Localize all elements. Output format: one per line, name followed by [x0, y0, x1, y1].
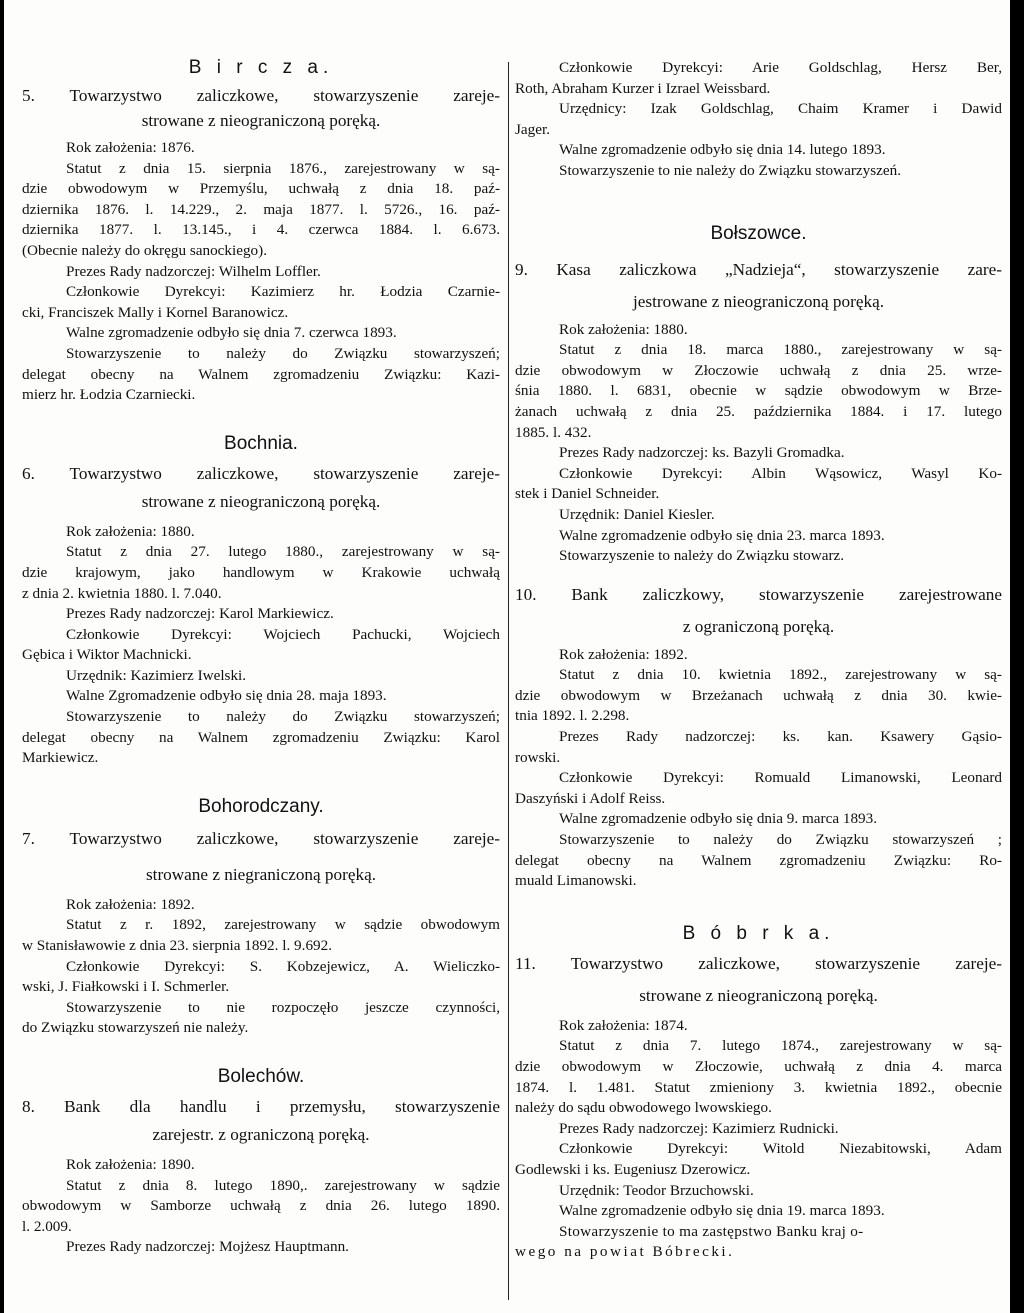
text-line: rowski.: [515, 748, 561, 766]
text-line: Walne zgromadzenie odbyło się dnia 23. marca 1893.: [559, 526, 885, 544]
text-line: dzie obwodowym w Przemyślu, uchwałą z dnia 18. paź-: [22, 180, 500, 198]
entry-title-line: 7. Towarzystwo zaliczkowe, stowarzyszenie zareje-: [22, 828, 500, 848]
entry-bolechow: [22, 1065, 500, 1258]
text-line: w Stanisławowie z dnia 23. sierpnia 1892. l. 9.692.: [22, 937, 333, 955]
text-line: Gębica i Wiktor Machnicki.: [22, 646, 192, 664]
town-heading: Bołszowce.: [710, 222, 807, 244]
text-line: Godlewski i ks. Eugeniusz Dzerowicz.: [515, 1160, 751, 1178]
text-line: 1885. l. 432.: [515, 423, 592, 441]
text-line: z dnia 2. kwietnia 1880. l. 7.040.: [22, 584, 222, 602]
text-line: l. 2.009.: [22, 1217, 72, 1235]
text-line: Prezes Rady nadzorczej: ks. kan. Ksawery Gąsio-: [559, 728, 1002, 746]
text-line: wski, J. Fiałkowski i I. Schmerler.: [22, 978, 230, 996]
text-line: Prezes Rady nadzorczej: Mojżesz Hauptmann.: [66, 1238, 349, 1256]
text-line: Walne zgromadzenie odbyło się dnia 9. marca 1893.: [559, 810, 878, 828]
text-line: obwodowym w Samborze uchwałą z dnia 26. lutego 1890.: [22, 1197, 500, 1215]
text-line: Członkowie Dyrekcyi: Albin Wąsowicz, Wasyl Ko-: [559, 464, 1002, 482]
text-line: dzie obwodowym w Brzeżanach uchwałą z dnia 30. kwie-: [515, 686, 1002, 704]
text-line: delegat obecny na Walnem zgromadzeniu Związku: Kazi-: [22, 365, 500, 383]
entry-bircza: [22, 56, 500, 406]
text-line: Członkowie Dyrekcyi: Witold Niezabitowski, Adam: [559, 1140, 1002, 1158]
text-line: Członkowie Dyrekcyi: Wojciech Pachucki, Wojciech: [66, 625, 500, 643]
entry-body: [22, 522, 500, 769]
entry-bank-10: [515, 581, 1002, 892]
text-line: Prezes Rady nadzorczej: Karol Markiewicz.: [66, 605, 334, 623]
text-line: Prezes Rady nadzorczej: ks. Bazyli Gromadka.: [559, 444, 845, 462]
entry-title-line: z ograniczoną poręką.: [682, 616, 835, 636]
entry-body: [22, 1155, 500, 1258]
entry-bobrka: [515, 922, 1002, 1263]
text-line: Stowarzyszenie to nie należy do Związku stowarzyszeń.: [559, 161, 902, 179]
right-column: [515, 56, 1002, 1263]
entry-title-line: 6. Towarzystwo zaliczkowe, stowarzyszenie zareje-: [22, 463, 500, 483]
text-line: stek i Daniel Schneider.: [515, 485, 660, 503]
text-line: Statut z dnia 27. lutego 1880., zarejestrowany w są-: [66, 543, 500, 561]
text-line: Urzędnik: Teodor Brzuchowski.: [559, 1181, 754, 1199]
text-line: tnia 1892. l. 2.298.: [515, 707, 630, 725]
text-line: Członkowie Dyrekcyi: Romuald Limanowski, Leonard: [559, 769, 1002, 787]
town-heading: B i r c z a.: [188, 57, 334, 78]
town-heading: B ó b r k a.: [682, 922, 835, 944]
text-line: Członkowie Dyrekcyi: Arie Goldschlag, Hersz Ber,: [559, 59, 1002, 76]
scan-border-right: [1010, 0, 1024, 1313]
entry-bochnia: [22, 432, 500, 769]
text-line: Daszyński i Adolf Reiss.: [515, 789, 666, 807]
entry-title-line: strowane z nieograniczoną poręką.: [141, 491, 381, 511]
text-line: muald Limanowski.: [515, 872, 637, 890]
entry-title-line: strowane z niegraniczoną poręką.: [145, 864, 376, 884]
text-line: Urzędnik: Daniel Kiesler.: [559, 505, 715, 523]
entry-title-line: jestrowane z nieograniczoną poręką.: [632, 291, 884, 311]
text-line: Walne zgromadzenie odbyło się dnia 7. czerwca 1893.: [66, 324, 397, 342]
text-line: Roth, Abraham Kurzer i Izrael Weissbard.: [515, 79, 771, 97]
text-line: Jager.: [515, 120, 551, 138]
text-line: cki, Franciszek Mally i Kornel Baranowicz.: [22, 303, 289, 321]
entry-title-line: 11. Towarzystwo zaliczkowe, stowarzyszenie zareje-: [515, 953, 1002, 973]
text-line: Prezes Rady nadzorczej: Kazimierz Rudnicki.: [559, 1119, 839, 1137]
text-line: do Związku stowarzyszeń nie należy.: [22, 1019, 249, 1037]
entry-body: [22, 138, 500, 406]
text-line: Stowarzyszenie to należy do Związku stowarzyszeń ;: [559, 831, 1002, 849]
entry-title-line: 8. Bank dla handlu i przemysłu, stowarzyszenie: [22, 1097, 500, 1116]
entry-body: [515, 645, 1002, 892]
text-line: żanach uchwałą z dnia 25. października 1884. i 17. lutego: [515, 402, 1002, 420]
town-heading: Bohorodczany.: [198, 795, 324, 817]
text-line: Stowarzyszenie to należy do Związku stowarzyszeń;: [66, 708, 500, 726]
entry-title-line: zarejestr. z ograniczoną poręką.: [152, 1125, 370, 1144]
text-line: Prezes Rady nadzorczej: Wilhelm Loffler.: [66, 262, 321, 280]
entry-title-line: 9. Kasa zaliczkowa „Nadzieja“, stowarzyszenie zare-: [515, 259, 1002, 279]
text-line: mierz hr. Łodzia Czarniecki.: [22, 386, 196, 404]
text-line: Rok założenia: 1892.: [559, 645, 688, 663]
text-line: Walne zgromadzenie odbyło się dnia 14. lutego 1893.: [559, 141, 886, 159]
text-line: Rok założenia: 1880.: [66, 522, 195, 540]
text-line: Statut z r. 1892, zarejestrowany w sądzie obwodowym: [66, 916, 500, 934]
text-line: Rok założenia: 1876.: [66, 139, 195, 156]
entry-title-line: 5. Towarzystwo zaliczkowe, stowarzyszenie zareje-: [22, 86, 500, 105]
text-line: Członkowie Dyrekcyi: Kazimierz hr. Łodzia Czarnie-: [66, 283, 500, 301]
text-line: Statut z dnia 10. kwietnia 1892., zarejestrowany w są-: [559, 666, 1002, 684]
text-line: śnia 1880. l. 6831, obecnie w sądzie obwodowym w Brze-: [515, 382, 1002, 400]
entry-bolszowce: [515, 222, 1002, 567]
text-line: Stowarzyszenie to należy do Związku stowarzyszeń;: [66, 344, 500, 362]
entry-title-line: 10. Bank zaliczkowy, stowarzyszenie zarejestrowane: [515, 584, 1002, 604]
text-line: Statut z dnia 7. lutego 1874., zarejestrowany w są-: [559, 1037, 1002, 1055]
text-line: dziernika 1877. l. 13.145., i 4. czerwca 1884. l. 6.673.: [22, 221, 500, 239]
text-line: delegat obecny na Walnem zgromadzeniu Związku: Karol: [22, 728, 500, 746]
entry-body: [22, 895, 500, 1039]
text-line: dzie obwodowym w Złoczowie, uchwałą z dnia 4. marca: [515, 1058, 1002, 1075]
text-line: Rok założenia: 1880.: [559, 320, 688, 338]
entry-body: [515, 1016, 1002, 1263]
entry-title-line: strowane z nieograniczoną poręką.: [639, 985, 878, 1005]
text-line: dziernika 1876. l. 14.229., 2. maja 1877. l. 5726., 16. paź-: [22, 200, 500, 218]
scan-border-left: [0, 0, 4, 1313]
text-line: (Obecnie należy do okręgu sanockiego).: [22, 241, 268, 259]
text-line: 1874. l. 1.481. Statut zmieniony 3. kwietnia 1892., obecnie: [515, 1078, 1002, 1096]
text-line: Statut z dnia 18. marca 1880., zarejestrowany w są-: [559, 341, 1002, 359]
text-line: Stowarzyszenie to nie rozpoczęło jeszcze czynności,: [66, 998, 500, 1016]
town-heading: Bochnia.: [224, 432, 298, 454]
entry-continuation: [515, 58, 1002, 182]
text-line: Stowarzyszenie to należy do Związku stowarz.: [559, 547, 845, 565]
text-line: Urzędnik: Kazimierz Iwelski.: [66, 666, 247, 684]
text-line: Rok założenia: 1892.: [66, 895, 195, 913]
text-line: Rok założenia: 1890.: [66, 1156, 195, 1173]
text-line: wego na powiat Bóbrecki.: [515, 1243, 735, 1261]
left-column: [22, 56, 500, 1258]
text-line: delegat obecny na Walnem zgromadzeniu Związku: Ro-: [515, 851, 1002, 869]
town-heading: Bolechów.: [217, 1066, 305, 1087]
text-line: Statut z dnia 15. sierpnia 1876., zarejestrowany w są-: [66, 159, 500, 177]
entry-title-line: strowane z nieograniczoną poręką.: [141, 111, 381, 130]
text-line: Członkowie Dyrekcyi: S. Kobzejewicz, A. Wieliczko-: [66, 957, 500, 975]
text-line: dzie krajowym, jako handlowym w Krakowie uchwałą: [22, 563, 500, 581]
entry-bohorodczany: [22, 795, 500, 1039]
column-divider: [508, 62, 509, 1300]
text-line: Walne Zgromadzenie odbyło się dnia 28. maja 1893.: [66, 687, 387, 705]
text-line: Urzędnicy: Izak Goldschlag, Chaim Kramer i Dawid: [559, 100, 1002, 118]
text-line: należy do sądu obwodowego lwowskiego.: [515, 1099, 772, 1117]
text-line: dzie obwodowym w Złoczowie uchwałą z dnia 25. wrze-: [515, 361, 1002, 379]
text-line: Statut z dnia 8. lutego 1890,. zarejestrowany w sądzie: [66, 1176, 500, 1194]
text-line: Markiewicz.: [22, 749, 99, 767]
text-line: Walne zgromadzenie odbyło się dnia 19. marca 1893.: [559, 1202, 885, 1220]
text-line: Rok założenia: 1874.: [559, 1016, 688, 1034]
text-line: Stowarzyszenie to ma zastępstwo Banku kraj o-: [559, 1222, 864, 1240]
entry-body: [515, 320, 1002, 567]
